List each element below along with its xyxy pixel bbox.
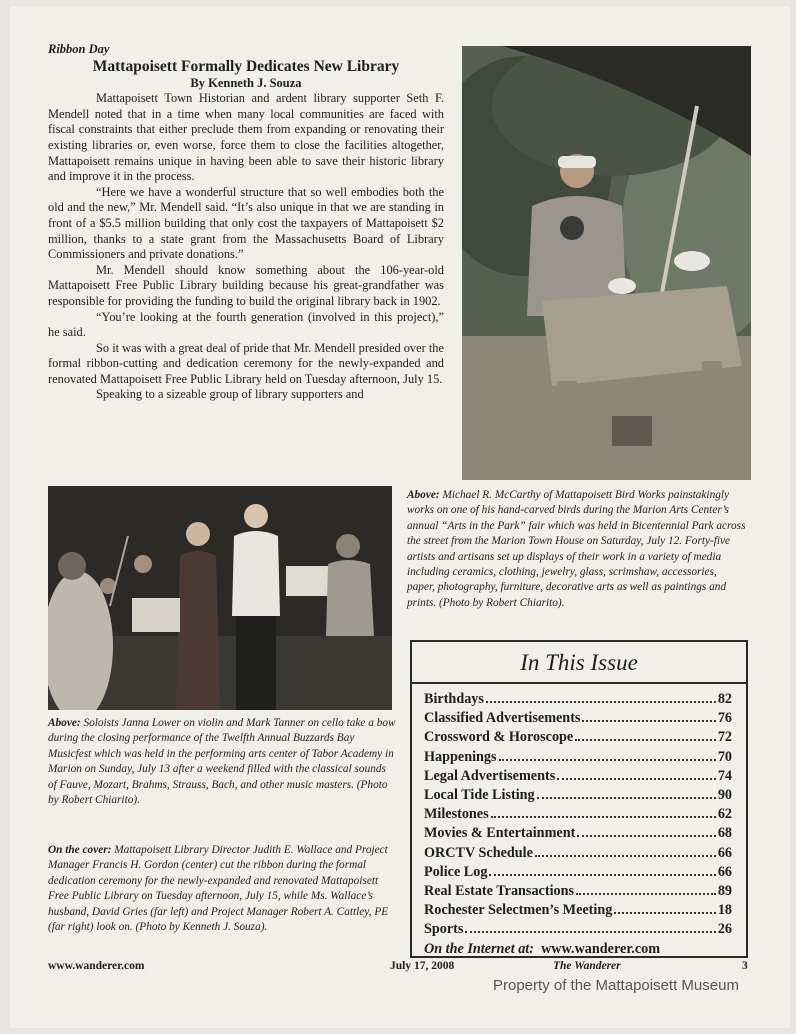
photo-bird-carver-image: [462, 46, 751, 480]
toc-item: [412, 901, 746, 920]
article-paragraph: Mattapoisett Town Historian and ardent library supporter Seth F. Mendell noted that in a time when many local communities are faced with fiscal constraints that either preclude them from expanding or renovating their existing libraries or, even worse, force them to close the facilities altogether, Mattapoisett remains unique in having been able to save their historic library and improve it in the process.: [48, 91, 444, 184]
toc-item-title: Rochester Selectmen’s Meeting: [424, 902, 613, 919]
caption-text: Mattapoisett Library Director Judith E. Wallace and Project Manager Francis H. Gordon (center) cut the ribbon during the formal dedication ceremony for the newly-expanded and renovated Mattapoisett Free Public Library on Tuesday afternoon, July 15, while Ms. Wallace’s husband, David Gries (far left) and Project Manager Robert A. Cattley, PE (far right) look on. (Photo by Kenneth J. Souza).: [48, 844, 389, 934]
toc-item-leader: [486, 701, 716, 703]
toc-item-page: 74: [717, 767, 732, 784]
toc-item-page: 66: [717, 844, 732, 861]
footer-publication: The Wanderer: [553, 960, 621, 972]
toc-item: [412, 748, 746, 767]
article-byline: By Kenneth J. Souza: [190, 75, 302, 90]
caption-lead: Above:: [407, 489, 440, 501]
toc-item-title: Real Estate Transactions: [424, 883, 575, 900]
toc-item-title: Local Tide Listing: [424, 787, 535, 804]
caption-text: Soloists Janna Lower on violin and Mark Tanner on cello take a bow during the closing performance of the Twelfth Annual Buzzards Bay Musicfest which was held in the performing arts center of Tabor Academy in Marion on Sunday, July 13 after a weekend filled with the classical sounds of Fauve, Mozart, Brahms, Strauss, Bach, and other music masters. (Photo by Robert Chiarito).: [48, 717, 396, 807]
toc-item-title: Happenings: [424, 748, 497, 765]
toc-item-title: Movies & Entertainment: [424, 825, 576, 842]
footer-date: July 17, 2008: [390, 960, 455, 972]
museum-watermark: Property of the Mattapoisett Museum: [493, 977, 739, 994]
article-kicker: Ribbon Day: [48, 42, 110, 56]
toc-item-page: 82: [717, 691, 732, 707]
toc-item: [412, 767, 746, 786]
toc-item-page: 66: [717, 863, 732, 880]
toc-item: [412, 920, 746, 939]
article-headline: Mattapoisett Formally Dedicates New Library: [92, 57, 400, 75]
toc-item-title: Crossword & Horoscope: [424, 729, 574, 746]
article: [48, 42, 444, 403]
toc-item: [412, 863, 746, 882]
toc-item-page: 26: [717, 921, 732, 938]
toc-item-title: Classified Advertisements: [424, 710, 581, 727]
caption-lead: On the cover:: [48, 844, 112, 856]
article-paragraph: Mr. Mendell should know something about the 106-year-old Mattapoisett Free Public Library building because his great-grandfather was responsible for providing the funding to build the original library back in 1902.: [48, 262, 444, 308]
toc-item-title: Milestones: [424, 806, 489, 823]
toc-item: [412, 690, 746, 709]
toc-item-leader: [557, 778, 716, 780]
toc-list: [412, 690, 746, 940]
caption-text: Michael R. McCarthy of Mattapoisett Bird Works painstakingly works on one of his hand-carved birds during the Marion Arts Center’s annual “Arts in the Park” fair which was held in Bicentennial Park across the street from the Marion Town House on Saturday, July 12. Forty-five artists and artisans set up displays of their work in a variety of media including ceramics, clothing, jewelry, glass, scrimshaw, accessories, paper, photography, furniture, decorative arts as well as paintings and prints. (Photo by Robert Chiarito).: [407, 489, 746, 609]
in-this-issue-box: [410, 640, 748, 958]
caption-musicfest: [48, 716, 396, 808]
toc-item-leader: [537, 797, 716, 799]
photo-musicfest: [48, 486, 392, 710]
toc-item: [412, 805, 746, 824]
toc-item-leader: [489, 874, 715, 876]
toc-item-title: Sports: [424, 921, 464, 938]
toc-divider: [412, 682, 746, 684]
toc-item: [412, 824, 746, 843]
caption-cover: [48, 843, 396, 935]
toc-item: [412, 728, 746, 747]
toc-item: [412, 786, 746, 805]
toc-item-page: 68: [717, 825, 732, 842]
toc-item-leader: [614, 912, 716, 914]
article-paragraph: “You’re looking at the fourth generation (involved in this project),” he said.: [48, 309, 444, 340]
toc-item-leader: [535, 855, 716, 857]
toc-item-leader: [577, 835, 716, 837]
toc-item-title: Birthdays: [424, 691, 484, 707]
photo-musicfest-image: [48, 486, 392, 710]
toc-item-page: 89: [717, 883, 732, 900]
toc-item-leader: [499, 759, 716, 761]
toc-internet-url[interactable]: www.wanderer.com: [541, 940, 661, 957]
toc-item-leader: [465, 931, 715, 933]
caption-lead: Above:: [48, 717, 81, 729]
toc-item-page: 72: [717, 729, 732, 746]
toc-item: [412, 882, 746, 901]
toc-internet-label: On the Internet at:: [424, 940, 534, 957]
footer-page-number: 3: [742, 960, 748, 972]
toc-title: In This Issue: [520, 650, 638, 675]
toc-internet: [412, 940, 746, 959]
caption-bird-carver: [407, 488, 747, 611]
article-paragraph: Speaking to a sizeable group of library supporters and: [96, 387, 364, 402]
toc-item-leader: [575, 739, 716, 741]
toc-item-page: 70: [717, 748, 732, 765]
footer-website[interactable]: www.wanderer.com: [48, 960, 145, 972]
toc-item: [412, 844, 746, 863]
article-paragraph: So it was with a great deal of pride that Mr. Mendell presided over the formal ribbon-cutting and dedication ceremony for the newly-expanded and renovated Mattapoisett Free Public Library held on Tuesday afternoon, July 15.: [48, 340, 444, 386]
toc-item-leader: [576, 893, 716, 895]
toc-item-page: 62: [717, 806, 732, 823]
toc-item-leader: [582, 720, 715, 722]
photo-bird-carver: [462, 46, 751, 480]
toc-item-page: 18: [717, 902, 732, 919]
toc-item-page: 76: [717, 710, 732, 727]
article-paragraph: “Here we have a wonderful structure that so well embodies both the old and the new,” Mr. Mendell said. “It’s also unique in that we are standing in front of a $5.5 million building that only cost the taxpayers of Mattapoisett $2 million, thanks to a state grant from the Massachusetts Board of Library Commissioners and private donations.”: [48, 184, 444, 262]
toc-item-title: Legal Advertisements: [424, 767, 556, 784]
toc-item-page: 90: [717, 787, 732, 804]
toc-item-leader: [491, 816, 716, 818]
toc-item: [412, 709, 746, 728]
toc-item-title: Police Log: [424, 863, 488, 880]
toc-item-title: ORCTV Schedule: [424, 844, 533, 861]
